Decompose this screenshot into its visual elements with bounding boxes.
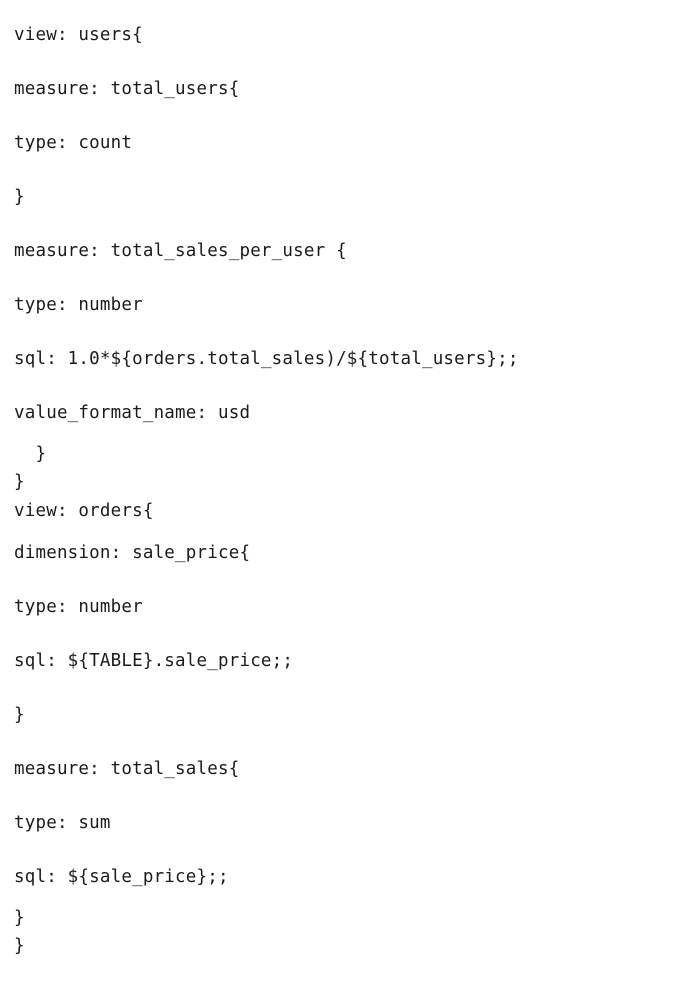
code-line: } bbox=[14, 187, 25, 207]
code-line: } bbox=[14, 472, 25, 492]
code-line: view: users{ bbox=[14, 25, 143, 45]
code-line: } bbox=[14, 936, 25, 956]
code-line: sql: ${TABLE}.sale_price;; bbox=[14, 651, 294, 671]
code-line: } bbox=[14, 444, 47, 464]
code-line: type: number bbox=[14, 597, 143, 617]
code-line: type: number bbox=[14, 295, 143, 315]
code-line: type: count bbox=[14, 133, 133, 153]
code-line: view: orders{ bbox=[14, 501, 154, 521]
code-line: value_format_name: usd bbox=[14, 403, 251, 423]
code-line: sql: ${sale_price};; bbox=[14, 867, 229, 887]
code-line: } bbox=[14, 705, 25, 725]
code-line: } bbox=[14, 908, 25, 928]
code-line: measure: total_sales{ bbox=[14, 759, 240, 779]
code-line: sql: 1.0*${orders.total_sales)/${total_users};; bbox=[14, 349, 519, 369]
code-line: measure: total_sales_per_user { bbox=[14, 241, 347, 261]
code-line: type: sum bbox=[14, 813, 111, 833]
code-line: dimension: sale_price{ bbox=[14, 543, 251, 563]
code-line: measure: total_users{ bbox=[14, 79, 240, 99]
